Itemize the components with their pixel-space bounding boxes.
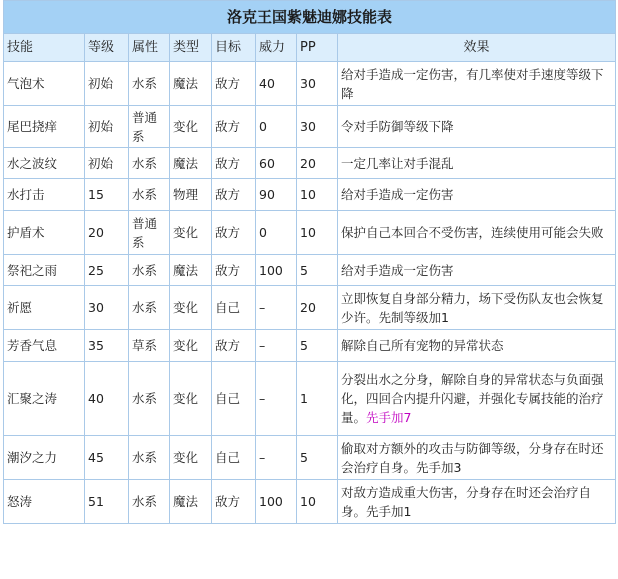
header-pp: PP [297, 34, 338, 62]
power-cell [256, 362, 297, 436]
level-text: 35 [88, 338, 104, 353]
power-cell [256, 62, 297, 106]
level-text: 25 [88, 262, 104, 278]
skill-name-text: 怒涛 [7, 494, 33, 509]
type-cell [170, 286, 212, 330]
skill-name-cell [4, 179, 85, 211]
header-row [4, 34, 616, 62]
type-cell [170, 480, 212, 524]
level-cell [85, 480, 129, 524]
effect-cell [338, 179, 616, 211]
target-cell [212, 179, 256, 211]
effect-cell [338, 148, 616, 179]
type-text: 魔法 [173, 494, 199, 509]
effect-text: 立即恢复自身部分精力，场下受伤队友也会恢复少许。先制等级加1 [341, 290, 604, 325]
power-text: – [259, 338, 266, 353]
level-text: 初始 [88, 119, 114, 134]
attribute-cell [129, 330, 170, 362]
attribute-text: 水系 [132, 494, 158, 509]
attribute-cell [129, 286, 170, 330]
power-text: 40 [259, 76, 275, 91]
header-effect: 效果 [338, 34, 616, 62]
header-type: 类型 [170, 34, 212, 62]
skill-name-cell [4, 106, 85, 148]
attribute-text: 草系 [132, 338, 158, 353]
effect-cell [338, 106, 616, 148]
header-power: 威力 [256, 34, 297, 62]
header-target: 目标 [212, 34, 256, 62]
attribute-text: 水系 [132, 187, 158, 202]
power-text: – [259, 300, 266, 315]
skill-name-cell [4, 148, 85, 179]
target-text: 自己 [215, 391, 241, 406]
level-cell [85, 62, 129, 106]
header-level: 等级 [85, 34, 129, 62]
type-text: 变化 [173, 300, 199, 315]
target-text: 敌方 [215, 119, 241, 134]
skill-name-text: 芳香气息 [7, 338, 58, 353]
attribute-cell [129, 148, 170, 179]
pp-text: 30 [300, 76, 316, 91]
level-text: 30 [88, 300, 104, 315]
skill-name-text: 汇聚之涛 [7, 391, 58, 406]
attribute-cell [129, 211, 170, 255]
type-text: 魔法 [173, 76, 199, 91]
effect-cell [338, 62, 616, 106]
target-cell [212, 211, 256, 255]
table-row [4, 62, 616, 106]
pp-cell [297, 179, 338, 211]
pp-cell [297, 480, 338, 524]
pp-cell [297, 362, 338, 436]
level-text: 15 [88, 187, 104, 202]
target-cell [212, 330, 256, 362]
pp-cell [297, 330, 338, 362]
target-cell [212, 106, 256, 148]
table-row [4, 211, 616, 255]
pp-text: 5 [300, 262, 308, 278]
level-cell [85, 148, 129, 179]
attribute-text: 普通系 [132, 215, 158, 250]
pp-text: 20 [300, 300, 316, 315]
level-cell [85, 211, 129, 255]
pp-cell [297, 436, 338, 480]
header-skill: 技能 [4, 34, 85, 62]
power-cell [256, 148, 297, 179]
skill-name-text: 水打击 [7, 187, 45, 202]
skill-name-text: 尾巴挠痒 [7, 119, 58, 134]
target-text: 敌方 [215, 225, 241, 240]
power-cell [256, 211, 297, 255]
skill-table [3, 0, 616, 524]
target-text: 敌方 [215, 338, 241, 353]
level-cell [85, 362, 129, 436]
effect-cell [338, 286, 616, 330]
power-text: 100 [259, 494, 283, 509]
pp-text: 10 [300, 494, 316, 509]
level-cell [85, 106, 129, 148]
pp-cell [297, 286, 338, 330]
effect-cell [338, 255, 616, 286]
header-attribute: 属性 [129, 34, 170, 62]
effect-priority-highlight: 先手加7 [366, 410, 412, 425]
level-text: 51 [88, 494, 104, 509]
table-row [4, 179, 616, 211]
skill-name-cell [4, 480, 85, 524]
level-text: 初始 [88, 155, 114, 171]
attribute-cell [129, 255, 170, 286]
type-cell [170, 436, 212, 480]
power-text: 100 [259, 262, 283, 278]
effect-text: 分裂出水之分身，解除自身的异常状态与负面强化，四回合内提升闪避，并强化专属技能的治疗量。 [341, 372, 604, 425]
attribute-text: 普通系 [132, 109, 158, 144]
effect-cell [338, 480, 616, 524]
pp-text: 1 [300, 391, 308, 406]
skill-name-text: 潮汐之力 [7, 450, 58, 465]
level-text: 45 [88, 450, 104, 465]
type-text: 变化 [173, 225, 199, 240]
table-row [4, 286, 616, 330]
level-text: 40 [88, 391, 104, 406]
type-text: 变化 [173, 391, 199, 406]
effect-text: 给对手造成一定伤害，有几率使对手速度等级下降 [341, 66, 604, 101]
type-text: 变化 [173, 450, 199, 465]
power-text: 0 [259, 225, 267, 240]
level-text: 20 [88, 225, 104, 240]
skill-name-cell [4, 255, 85, 286]
effect-text: 令对手防御等级下降 [341, 119, 454, 134]
effect-text: 解除自己所有宠物的异常状态 [341, 338, 504, 353]
skill-name-cell [4, 62, 85, 106]
attribute-cell [129, 62, 170, 106]
target-text: 敌方 [215, 494, 241, 509]
attribute-text: 水系 [132, 155, 158, 171]
skill-name-text: 祈愿 [7, 300, 33, 315]
effect-text: 给对手造成一定伤害 [341, 187, 454, 202]
table-row [4, 436, 616, 480]
power-cell [256, 255, 297, 286]
table-row [4, 480, 616, 524]
type-text: 变化 [173, 338, 199, 353]
level-cell [85, 436, 129, 480]
target-text: 敌方 [215, 155, 241, 171]
attribute-text: 水系 [132, 450, 158, 465]
effect-cell [338, 211, 616, 255]
attribute-cell [129, 106, 170, 148]
attribute-cell [129, 362, 170, 436]
type-cell [170, 330, 212, 362]
pp-text: 10 [300, 187, 316, 202]
effect-text: 对敌方造成重大伤害，分身存在时还会治疗自身。先手加1 [341, 484, 592, 519]
power-cell [256, 106, 297, 148]
attribute-cell [129, 179, 170, 211]
attribute-cell [129, 436, 170, 480]
effect-text: 一定几率让对手混乱 [341, 155, 454, 171]
pp-text: 10 [300, 225, 316, 240]
type-text: 变化 [173, 119, 199, 134]
type-cell [170, 148, 212, 179]
skill-name-text: 祭祀之雨 [7, 262, 58, 278]
type-cell [170, 106, 212, 148]
effect-cell [338, 362, 616, 436]
skill-name-cell [4, 286, 85, 330]
power-text: 90 [259, 187, 275, 202]
target-text: 敌方 [215, 76, 241, 91]
level-cell [85, 330, 129, 362]
target-cell [212, 255, 256, 286]
power-cell [256, 330, 297, 362]
effect-text: 保护自己本回合不受伤害，连续使用可能会失败 [341, 225, 604, 240]
power-text: – [259, 450, 266, 465]
power-text: 0 [259, 119, 267, 134]
target-text: 敌方 [215, 187, 241, 202]
type-cell [170, 362, 212, 436]
pp-cell [297, 148, 338, 179]
table-title: 洛克王国紫魅迪娜技能表 [4, 1, 616, 34]
skill-name-cell [4, 211, 85, 255]
type-cell [170, 255, 212, 286]
skill-name-text: 护盾术 [7, 225, 45, 240]
type-text: 魔法 [173, 262, 199, 278]
target-cell [212, 362, 256, 436]
pp-cell [297, 255, 338, 286]
attribute-text: 水系 [132, 76, 158, 91]
target-cell [212, 62, 256, 106]
attribute-text: 水系 [132, 391, 158, 406]
power-cell [256, 436, 297, 480]
attribute-text: 水系 [132, 262, 158, 278]
table-row [4, 362, 616, 436]
target-text: 自己 [215, 300, 241, 315]
pp-text: 5 [300, 338, 308, 353]
table-row [4, 330, 616, 362]
type-text: 魔法 [173, 155, 199, 171]
pp-text: 5 [300, 450, 308, 465]
target-cell [212, 286, 256, 330]
skill-name-cell [4, 362, 85, 436]
attribute-cell [129, 480, 170, 524]
power-cell [256, 286, 297, 330]
pp-cell [297, 106, 338, 148]
power-text: – [259, 391, 266, 406]
effect-text: 给对手造成一定伤害 [341, 262, 454, 278]
pp-text: 30 [300, 119, 316, 134]
skill-name-cell [4, 330, 85, 362]
effect-cell [338, 330, 616, 362]
skill-name-text: 气泡术 [7, 76, 45, 91]
table-row [4, 148, 616, 179]
type-text: 物理 [173, 187, 199, 202]
skill-name-cell [4, 436, 85, 480]
skill-name-text: 水之波纹 [7, 155, 58, 171]
pp-cell [297, 211, 338, 255]
pp-text: 20 [300, 155, 316, 171]
type-cell [170, 62, 212, 106]
type-cell [170, 179, 212, 211]
target-cell [212, 480, 256, 524]
effect-cell [338, 436, 616, 480]
pp-cell [297, 62, 338, 106]
power-text: 60 [259, 155, 275, 171]
target-cell [212, 148, 256, 179]
power-cell [256, 179, 297, 211]
level-cell [85, 255, 129, 286]
target-text: 自己 [215, 450, 241, 465]
table-row [4, 106, 616, 148]
target-text: 敌方 [215, 262, 241, 278]
power-cell [256, 480, 297, 524]
level-cell [85, 179, 129, 211]
level-cell [85, 286, 129, 330]
level-text: 初始 [88, 76, 114, 91]
table-row [4, 255, 616, 286]
type-cell [170, 211, 212, 255]
target-cell [212, 436, 256, 480]
attribute-text: 水系 [132, 300, 158, 315]
effect-text: 偷取对方额外的攻击与防御等级，分身存在时还会治疗自身。先手加3 [341, 440, 604, 475]
